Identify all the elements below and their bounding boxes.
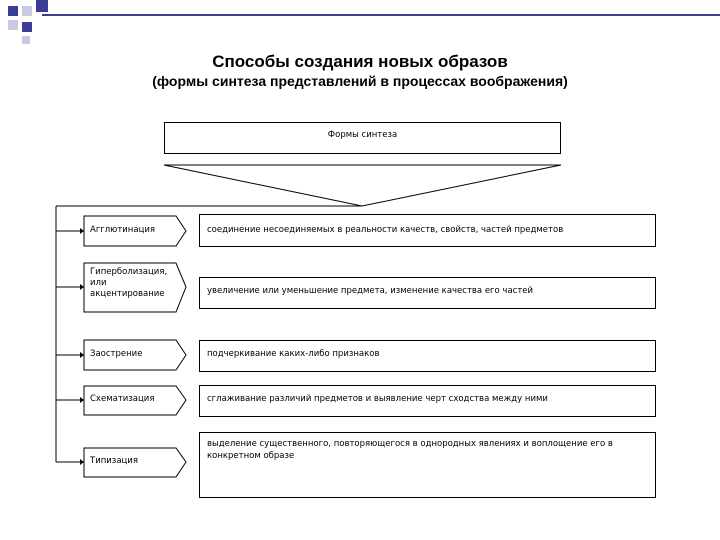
root-node-label: Формы синтеза	[327, 130, 398, 140]
branch-arrow	[56, 284, 84, 290]
row-description	[199, 432, 656, 498]
row-label: Типизация	[90, 456, 138, 466]
branch-arrow	[56, 228, 84, 234]
row-label: Гиперболизация, или акцентирование	[90, 267, 168, 299]
row-description-text: сглаживание различий предметов и выявление черт сходства между ними	[207, 394, 548, 404]
row-description-text: соединение несоединяемых в реальности качеств, свойств, частей предметов	[207, 225, 564, 235]
branch-arrow	[56, 352, 84, 358]
row-label: Схематизация	[90, 394, 155, 404]
page-title: Способы создания новых образов	[212, 52, 508, 71]
row-label: Заострение	[90, 349, 143, 359]
row-description-text: выделение существенного, повторяющегося в однородных явлениях и воплощение его в конкретном образе	[207, 439, 613, 461]
row-description-text: увеличение или уменьшение предмета, изменение качества его частей	[207, 286, 534, 296]
row-label: Агглютинация	[90, 225, 155, 235]
page-subtitle: (формы синтеза представлений в процессах воображения)	[152, 73, 568, 89]
row-description	[199, 340, 656, 372]
row-description	[199, 385, 656, 417]
funnel-arrow	[164, 165, 561, 206]
branch-arrow	[56, 459, 84, 465]
row-description	[199, 277, 656, 309]
row-description	[199, 214, 656, 247]
row-description-text: подчеркивание каких-либо признаков	[207, 349, 380, 359]
branch-arrow	[56, 397, 84, 403]
